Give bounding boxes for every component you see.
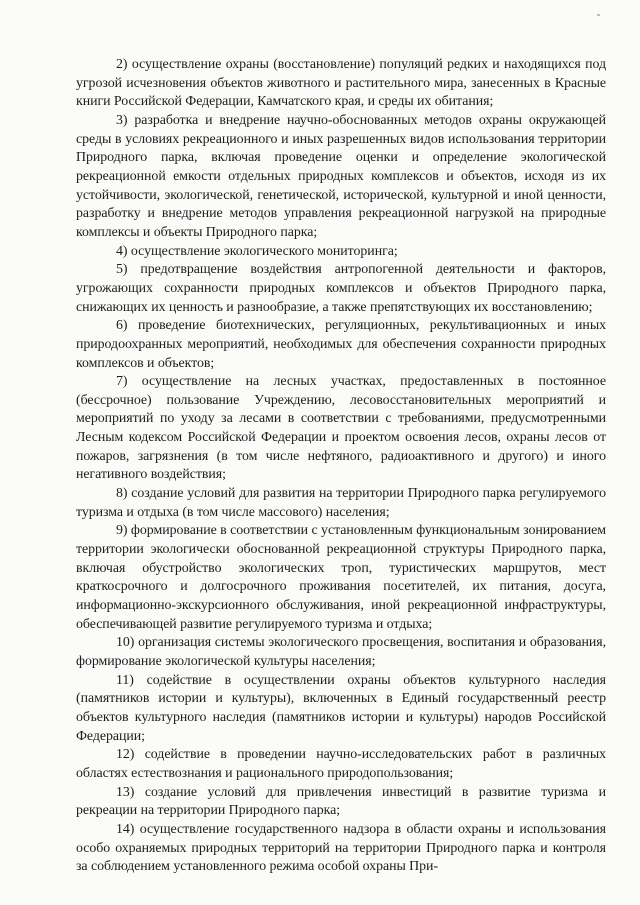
paragraph-item-8: 8) создание условий для развития на территории Природного парка регулируемого туризма и отдыха (в том числе массового) населения; (76, 486, 606, 520)
paragraph-item-9: 9) формирование в соответствии с установленным функциональным зонированием территории экологически обоснованной рекреационной структуры Природного парка, включая обустройство экологических троп, туристических маршрутов, мест краткосрочного и долгосрочного проживания посетителей, их питания, досуга, информационно-экскурсионного обслуживания, иной рекреационной инфраструктуры, обеспечивающей развитие регулируемого туризма и отдыха; (76, 523, 606, 632)
paragraph-item-10: 10) организация системы экологического просвещения, воспитания и образования, формирование экологической культуры населения; (76, 635, 606, 669)
paragraph-item-4: 4) осуществление экологического мониторинга; (116, 243, 398, 259)
paragraph-item-7: 7) осуществление на лесных участках, предоставленных в постоянное (бессрочное) пользование Учреждению, лесовосстановительных мероприятий и мероприятий по уходу за лесами в соответствии с требованиями, предусмотренными Лесным кодексом Российской Федерации и проектом освоения лесов, охраны лесов от пожаров, загрязнения (в том числе нефтяного, радиоактивного и другого) и иного негативного воздействия; (76, 374, 606, 483)
paragraph-item-12: 12) содействие в проведении научно-исследовательских работ в различных областях естествознания и рационального природопользования; (76, 747, 606, 781)
scan-speck (597, 14, 600, 16)
paragraph-item-2: 2) осуществление охраны (восстановление) популяций редких и находящихся под угрозой исчезновения объектов животного и растительного мира, занесенных в Красные книги Российской Федерации, Камчатского края, и среды их обитания; (76, 57, 606, 110)
paragraph-item-11: 11) содействие в осуществлении охраны объектов культурного наследия (памятников истории и культуры), включенных в Единый государственный реестр объектов культурного наследия (памятников истории и культуры) народов Российской Федерации; (76, 672, 606, 744)
paragraph-item-3: 3) разработка и внедрение научно-обоснованных методов охраны окружающей среды в условиях рекреационного и иных разрешенных видов использования территории Природного парка, включая проведение оценки и определение экологической рекреационной емкости отдельных природных комплексов и объектов, исходя из их устойчивости, экологической, генетической, исторической, культурной и иной ценности, разработку и внедрение методов управления рекреационной нагрузкой на природные комплексы и объекты Природного парка; (76, 112, 606, 240)
paragraph-item-6: 6) проведение биотехнических, регуляционных, рекультивационных и иных природоохранных мероприятий, необходимых для обеспечения сохранности природных комплексов и объектов; (76, 318, 606, 371)
paragraph-item-14: 14) осуществление государственного надзора в области охраны и использования особо охраняемых природных территорий на территории Природного парка и контроля за соблюдением установленного режима особой охраны При- (76, 821, 606, 875)
paragraph-item-5: 5) предотвращение воздействия антропогенной деятельности и факторов, угрожающих сохранности природных комплексов и объектов Природного парка, снижающих их ценность и разнообразие, а также препятствующих их восстановлению; (76, 262, 606, 315)
paragraph-item-13: 13) создание условий для привлечения инвестиций в развитие туризма и рекреации на территории Природного парка; (76, 784, 606, 819)
document-body (76, 56, 606, 877)
